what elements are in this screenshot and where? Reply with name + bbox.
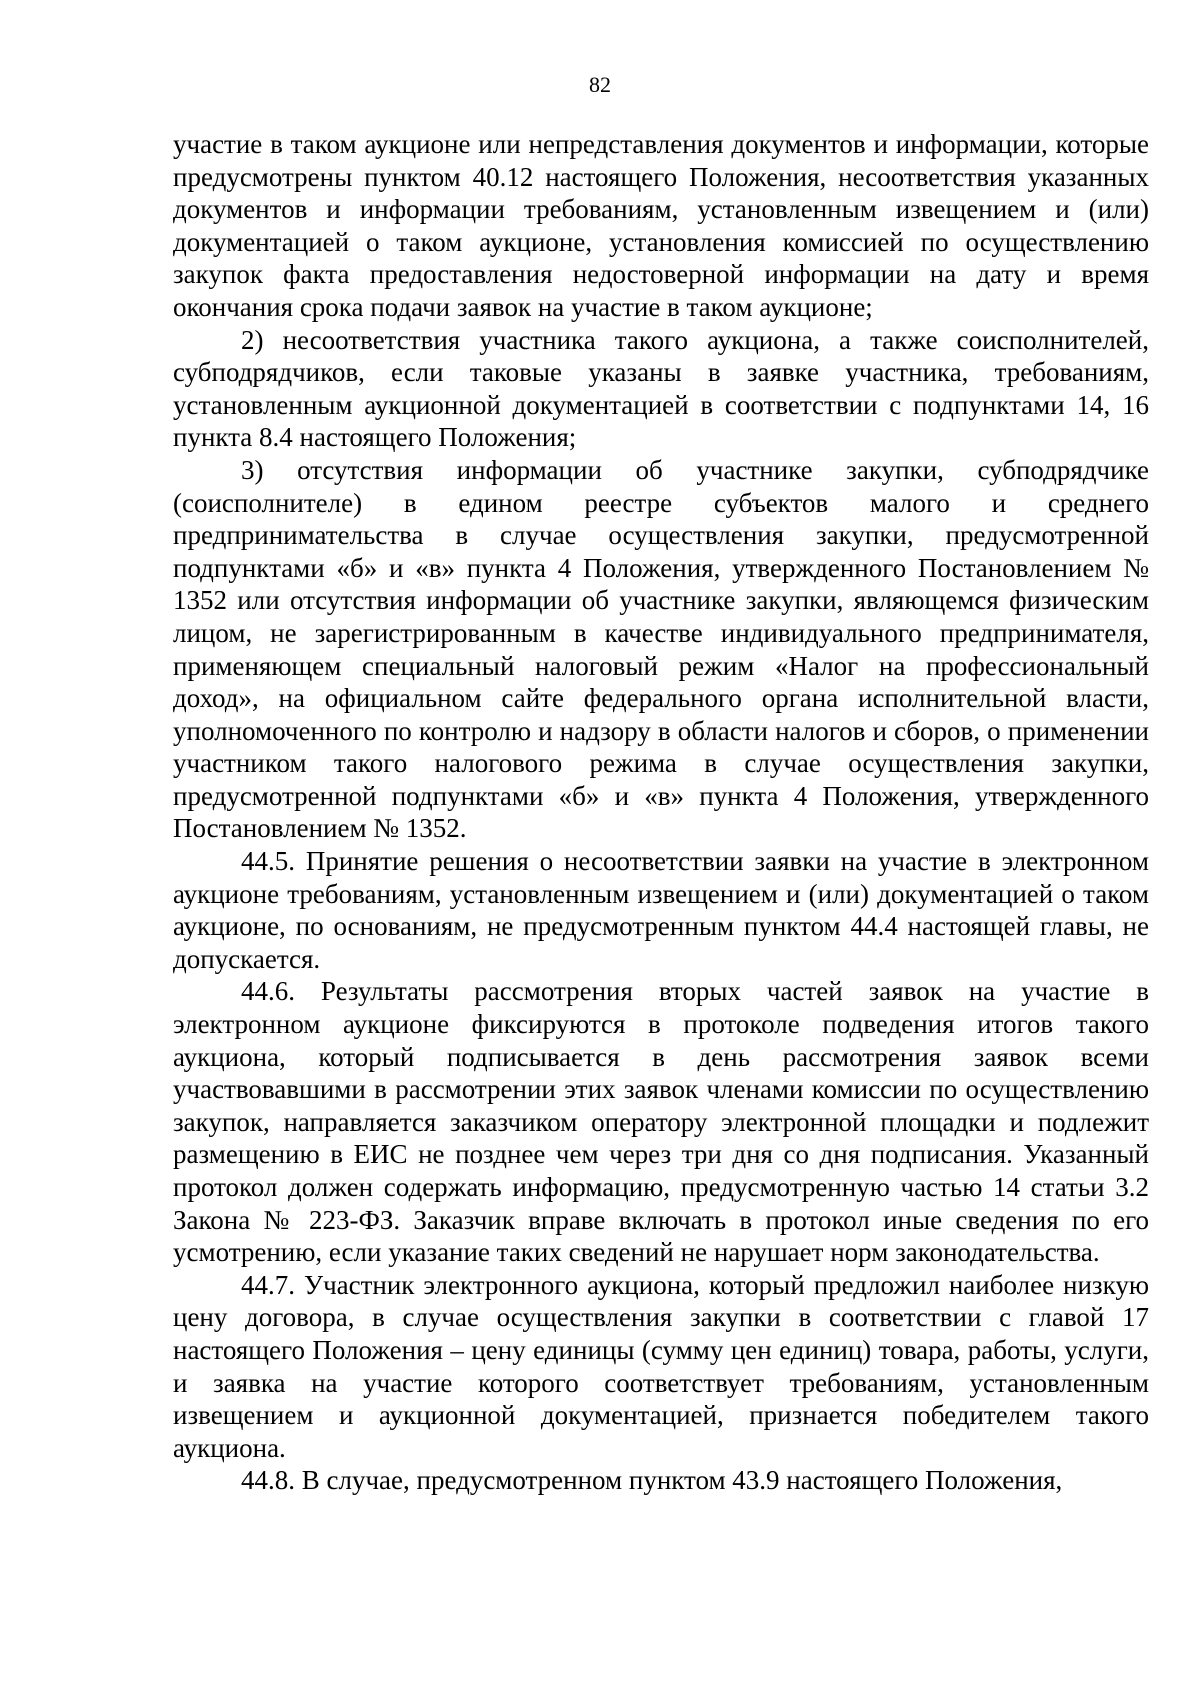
page-number: 82 xyxy=(589,72,611,97)
paragraph-clause-44-7: 44.7. Участник электронного аукциона, который предложил наиболее низкую цену договора, в случае осуществления закупки в соответствии с главой 17 настоящего Положения – цену единицы (сумму цен единиц) товара, работы, услуги, и заявка на участие которого соответствует требованиям, установленным извещением и аукционной документацией, признается победителем такого аукциона. xyxy=(173,1269,1149,1463)
document-body xyxy=(173,128,1149,1497)
paragraph-clause-44-6: 44.6. Результаты рассмотрения вторых частей заявок на участие в электронном аукционе фиксируются в протоколе подведения итогов такого аукциона, который подписывается в день рассмотрения заявок всеми участвовавшими в рассмотрении этих заявок членами комиссии по осуществлению закупок, направляется заказчиком оператору электронной площадки и подлежит размещению в ЕИС не позднее чем через три дня со дня подписания. Указанный протокол должен содержать информацию, предусмотренную частью 14 статьи 3.2 Закона № 223-ФЗ. Заказчик вправе включать в протокол иные сведения по его усмотрению, если указание таких сведений не нарушает норм законодательства. xyxy=(173,976,1149,1268)
paragraph-clause-44-8: 44.8. В случае, предусмотренном пунктом 43.9 настоящего Положения, xyxy=(241,1465,1063,1496)
paragraph-continuation: участие в таком аукционе или непредставления документов и информации, которые предусмотрены пунктом 40.12 настоящего Положения, несоответствия указанных документов и информации требованиям, установленным извещением и (или) документацией о таком аукционе, установления комиссией по осуществлению закупок факта предоставления недостоверной информации на дату и время окончания срока подачи заявок на участие в таком аукционе; xyxy=(173,129,1149,322)
paragraph-clause-44-5: 44.5. Принятие решения о несоответствии заявки на участие в электронном аукционе требованиям, установленным извещением и (или) документацией о таком аукционе, по основаниям, не предусмотренным пунктом 44.4 настоящей главы, не допускается. xyxy=(173,846,1149,974)
paragraph-item-2: 2) несоответствия участника такого аукциона, а также соисполнителей, субподрядчиков, если таковые указаны в заявке участника, требованиям, установленным аукционной документацией в соответствии с подпунктами 14, 16 пункта 8.4 настоящего Положения; xyxy=(173,324,1149,453)
paragraph-item-3: 3) отсутствия информации об участнике закупки, субподрядчике (соисполнителе) в едином реестре субъектов малого и среднего предпринимательства в случае осуществления закупки, предусмотренной подпунктами «б» и «в» пункта 4 Положения, утвержденного Постановлением № 1352 или отсутствия информации об участнике закупки, являющемся физическим лицом, не зарегистрированным в качестве индивидуального предпринимателя, применяющем специальный налоговый режим «Налог на профессиональный доход», на официальном сайте федерального органа исполнительной власти, уполномоченного по контролю и надзору в области налогов и сборов, о применении участником такого налогового режима в случае осуществления закупки, предусмотренной подпунктами «б» и «в» пункта 4 Положения, утвержденного Постановлением № 1352. xyxy=(173,454,1149,844)
